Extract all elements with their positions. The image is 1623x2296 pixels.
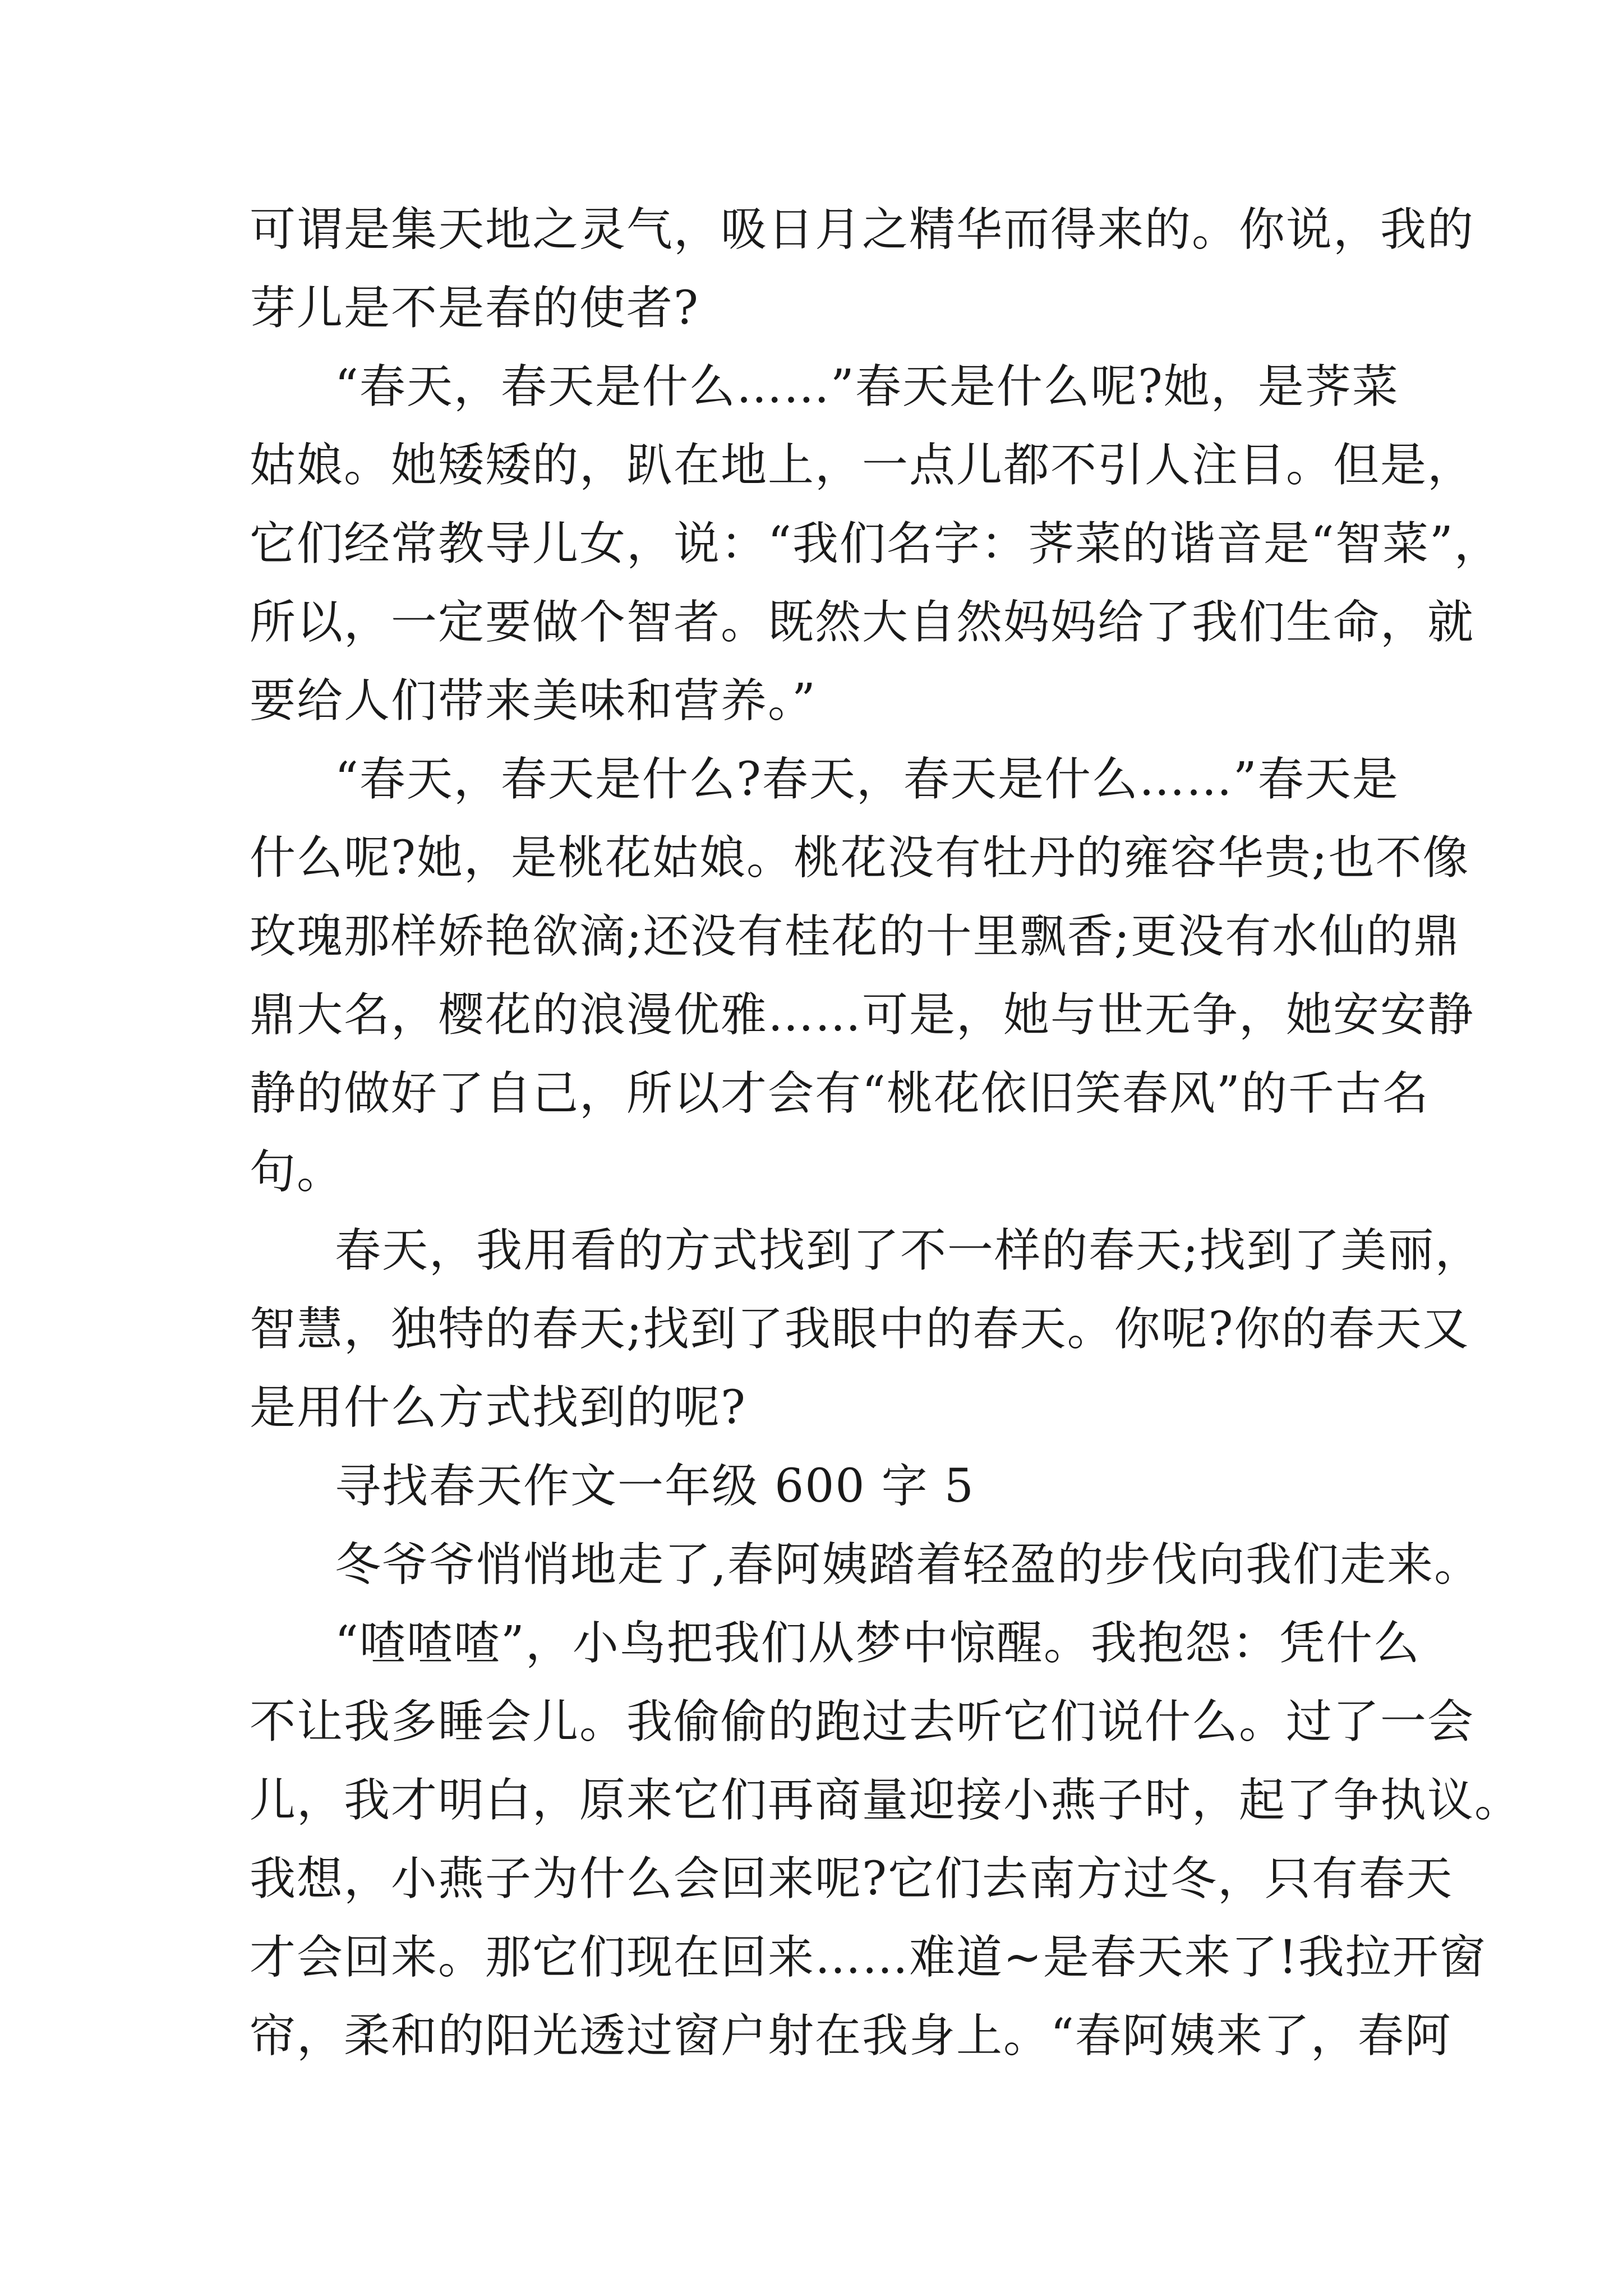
text-line: 玫瑰那样娇艳欲滴;还没有桂花的十里飘香;更没有水仙的鼎	[250, 910, 1461, 963]
document-body	[250, 191, 1522, 2076]
text-line: 鼎大名，樱花的浪漫优雅……可是，她与世无争，她安安静	[250, 988, 1475, 1042]
text-line: 芽儿是不是春的使者?	[250, 282, 699, 335]
text-line: 可谓是集天地之灵气，吸日月之精华而得来的。你说，我的	[250, 203, 1475, 256]
text-line: 姑娘。她矮矮的，趴在地上，一点儿都不引人注目。但是，	[250, 439, 1475, 492]
text-line: 是用什么方式找到的呢?	[250, 1381, 746, 1434]
text-line: 我想，小燕子为什么会回来呢?它们去南方过冬，只有春天	[250, 1852, 1453, 1906]
text-line: 什么呢?她，是桃花姑娘。桃花没有牡丹的雍容华贵;也不像	[250, 831, 1470, 885]
text-line: 句。	[250, 1145, 344, 1199]
paragraph-start-line: 春天，我用看的方式找到了不一样的春天;找到了美丽，	[335, 1224, 1482, 1277]
text-line: 儿，我才明白，原来它们再商量迎接小燕子时，起了争执议。	[250, 1774, 1522, 1827]
paragraph-start-line: 冬爷爷悄悄地走了,春阿姨踏着轻盈的步伐向我们走来。	[335, 1538, 1482, 1591]
text-line: 才会回来。那它们现在回来……难道~是春天来了!我拉开窗	[250, 1931, 1487, 1984]
text-line: 智慧，独特的春天;找到了我眼中的春天。你呢?你的春天又	[250, 1303, 1470, 1356]
text-line: 所以，一定要做个智者。既然大自然妈妈给了我们生命，就	[250, 596, 1475, 649]
paragraph-start-line: “春天，春天是什么……”春天是什么呢?她，是荠菜	[335, 360, 1399, 413]
text-line: 它们经常教导儿女，说：“我们名字：荠菜的谐音是“智菜”，	[250, 517, 1501, 570]
text-line: 不让我多睡会儿。我偷偷的跑过去听它们说什么。过了一会	[250, 1695, 1475, 1749]
paragraph-start-line: “春天，春天是什么?春天，春天是什么……”春天是	[335, 753, 1399, 806]
text-line: 静的做好了自己，所以才会有“桃花依旧笑春风”的千古名	[250, 1067, 1430, 1120]
paragraph-start-line: “喳喳喳”，小鸟把我们从梦中惊醒。我抱怨：凭什么	[335, 1617, 1421, 1670]
text-line: 帘，柔和的阳光透过窗户射在我身上。“春阿姨来了，春阿	[250, 2009, 1452, 2063]
section-heading: 寻找春天作文一年级 600 字 5	[335, 1460, 975, 1513]
text-line: 要给人们带来美味和营养。”	[250, 674, 817, 728]
